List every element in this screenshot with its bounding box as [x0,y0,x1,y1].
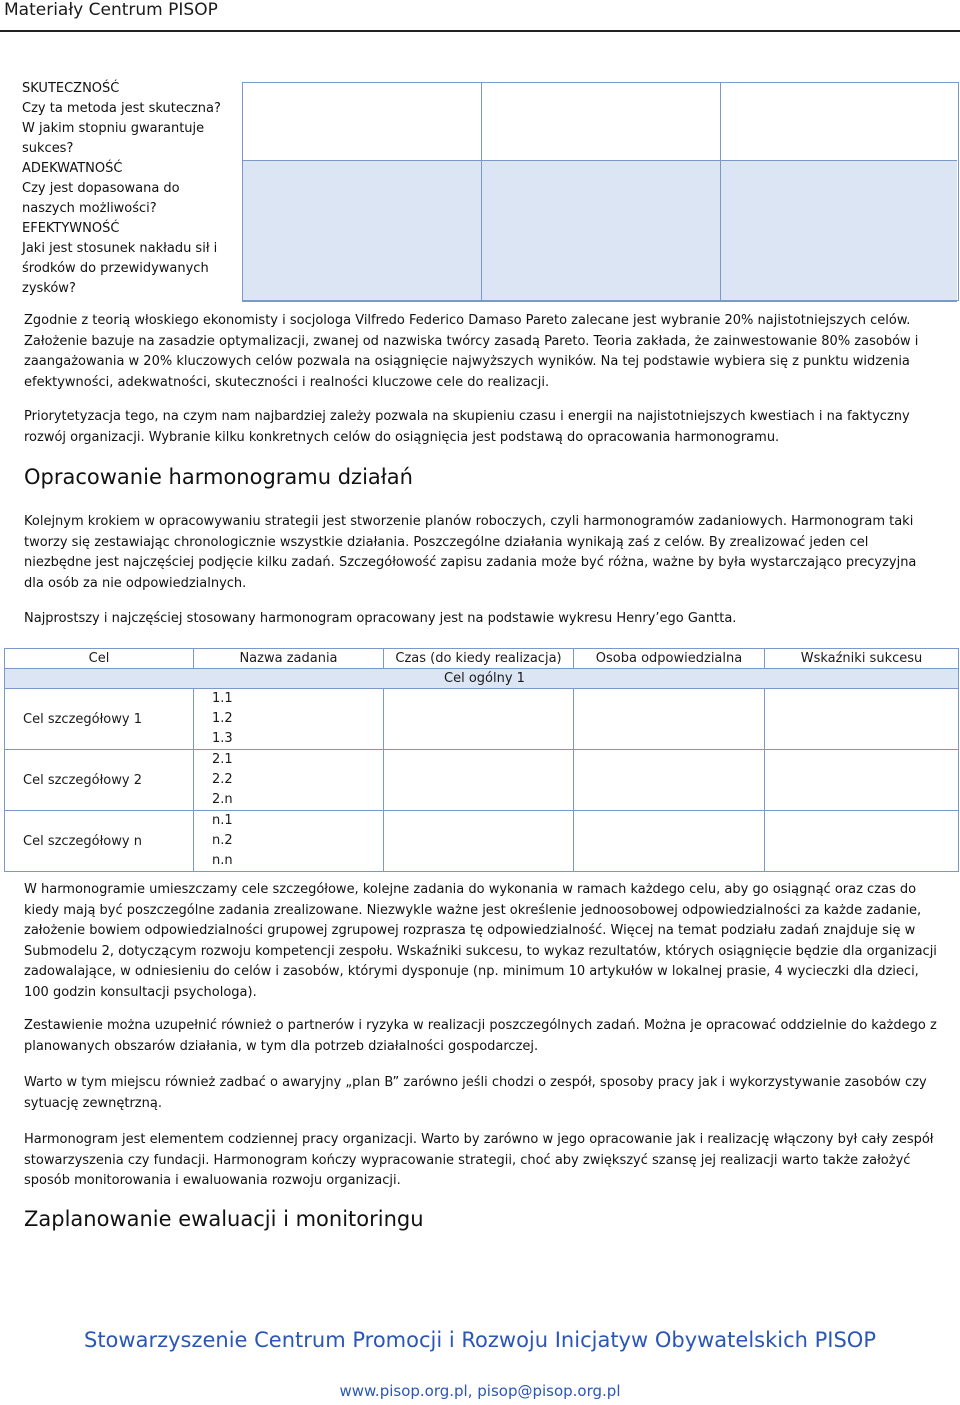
paragraph-daily-work: Harmonogram jest elementem codziennej pracy organizacji. Warto by zarówno w jego opracowanie jak i realizację włączony był cały zespół stowarzyszenia czy fundacji. Harmonogram kończy wypracowanie strategii, choć aby zwiększyć szansę jej realizacji warto także założyć sposób monitorowania i ewaluowania rozwoju organizacji. [24,1132,934,1188]
task-id: 2.1 [212,752,233,767]
eval-table [4,82,959,301]
table-row [5,811,959,872]
table-row [5,750,959,811]
paragraph-gantt: Najprostszy i najczęściej stosowany harmonogram opracowany jest na podstawie wykresu Henry’ego Gantta. [24,611,737,626]
paragraph-partners-risks: Zestawienie można uzupełnić również o partnerów i ryzyka w realizacji poszczególnych zadań. Można je opracować oddzielnie do każdego z planowanych obszarów działania, w tym dla potrzeb działalności gospodarczej. [24,1018,937,1054]
eval-cell [242,83,481,301]
task-cell [194,689,384,750]
footer-contact-link[interactable]: www.pisop.org.pl, pisop@pisop.org.pl [339,1382,621,1400]
heading-evaluation: Zaplanowanie ewaluacji i monitoringu [24,1207,424,1231]
task-cell [194,811,384,872]
header-title: Materiały Centrum PISOP [4,0,218,20]
task-id: 1.3 [212,731,233,746]
general-goal-cell: Cel ogólny 1 [5,669,959,689]
page-header [0,0,960,32]
schedule-table [4,648,959,872]
paragraph-work-plans: Kolejnym krokiem w opracowywaniu strategii jest stworzenie planów roboczych, czyli harmonogramów zadaniowych. Harmonogram taki tworzy się zestawiając chronologicznie wszystkie działania. Poszczególne działania wynikają zaś z celów. By zrealizować jeden cel niezbędne jest najczęściej podjęcie kilku zadań. Szczegółowość zapisu zadania może być różna, ważne by była wystarczająco precyzyjna dla osób za nie odpowiedzialnych. [24,514,917,591]
goal-cell: Cel szczegółowy n [5,811,194,872]
eval-criteria-cell [4,80,242,301]
eval-cell [720,83,958,301]
task-cell [194,750,384,811]
schedule-general-goal-row [5,669,959,689]
paragraph-priorities: Priorytetyzacja tego, na czym nam najbardziej zależy pozwala na skupieniu czasu i energii na najistotniejszych kwestiach i na faktyczny rozwój organizacji. Wybranie kilku konkretnych celów do osiągnięcia jest podstawą do opracowania harmonogramu. [24,409,910,445]
empty-cell [384,750,574,811]
empty-cell [765,811,959,872]
task-id: n.1 [212,813,233,828]
empty-cell [384,811,574,872]
table-row [5,689,959,750]
goal-cell: Cel szczegółowy 2 [5,750,194,811]
eval-criteria-text: SKUTECZNOŚĆ Czy ta metoda jest skuteczna? W jakim stopniu gwarantuje sukces? ADEKWATNOŚĆ Czy jest dopasowana do naszych możliwości? EFEKTYWNOŚĆ Jaki jest stosunek nakładu sił i środków do przewidywanych zysków? [22,80,221,296]
task-id: 1.2 [212,711,233,726]
empty-cell [574,689,765,750]
goal-cell: Cel szczegółowy 1 [5,689,194,750]
heading-schedule: Opracowanie harmonogramu działań [24,465,413,489]
empty-cell [765,750,959,811]
footer-organization: Stowarzyszenie Centrum Promocji i Rozwoju Inicjatyw Obywatelskich PISOP [83,1328,876,1352]
empty-cell [574,750,765,811]
task-id: n.2 [212,833,233,848]
schedule-header-cell: Osoba odpowiedzialna [574,649,765,669]
task-id: 2.n [212,792,233,807]
paragraph-pareto: Zgodnie z teorią włoskiego ekonomisty i socjologa Vilfredo Federico Damaso Pareto zalecane jest wybranie 20% najistotniejszych celów. Założenie bazuje na zasadzie optymalizacji, zwanej od nazwiska twórcy zasadą Pareto. Teoria zakłada, że zainwestowanie 80% zasobów i zaangażowania w 20% kluczowych celów pozwala na osiągnięcie najwyższych wyników. Na tej podstawie wybiera się z punktu widzenia efektywności, adekwatności, skuteczności i realności kluczowe cele do realizacji. [24,313,919,390]
task-id: 1.1 [212,691,233,706]
empty-cell [765,689,959,750]
schedule-header-cell: Wskaźniki sukcesu [765,649,959,669]
schedule-header-cell: Nazwa zadania [194,649,384,669]
paragraph-plan-b: Warto w tym miejscu również zadbać o awaryjny „plan B” zarówno jeśli chodzi o zespół, sposoby pracy jak i wykorzystywanie zasobów czy sytuację zewnętrzną. [24,1075,927,1111]
task-id: 2.2 [212,772,233,787]
task-id: n.n [212,853,233,868]
schedule-header-cell: Cel [5,649,194,669]
empty-cell [384,689,574,750]
empty-cell [574,811,765,872]
paragraph-schedule-contents: W harmonogramie umieszczamy cele szczegółowe, kolejne zadania do wykonania w ramach każdego celu, aby go osiągnąć oraz czas do kiedy mają być poszczególne zadania zrealizowane. Niezwykle ważne jest określenie jednoosobowej odpowiedzialności za każde zadanie, założenie bowiem odpowiedzialności grupowej zgrupowej rozprasza tę odpowiedzialność. Więcej na temat podziału zadań znajduje się w Submodelu 2, dotyczącym rozwoju kompetencji zespołu. Wskaźniki sukcesu, to wykaz rezultatów, których osiągnięcie będzie dla organizacji zadowalające, w odniesieniu do celów i zasobów, którymi dysponuje (np. minimum 10 artykułów w lokalnej prasie, 4 wycieczki dla dzieci, 100 godzin konsultacji psychologa). [24,882,937,1000]
eval-cell [481,83,720,301]
schedule-header-cell: Czas (do kiedy realizacja) [384,649,574,669]
schedule-header-row [5,649,959,669]
